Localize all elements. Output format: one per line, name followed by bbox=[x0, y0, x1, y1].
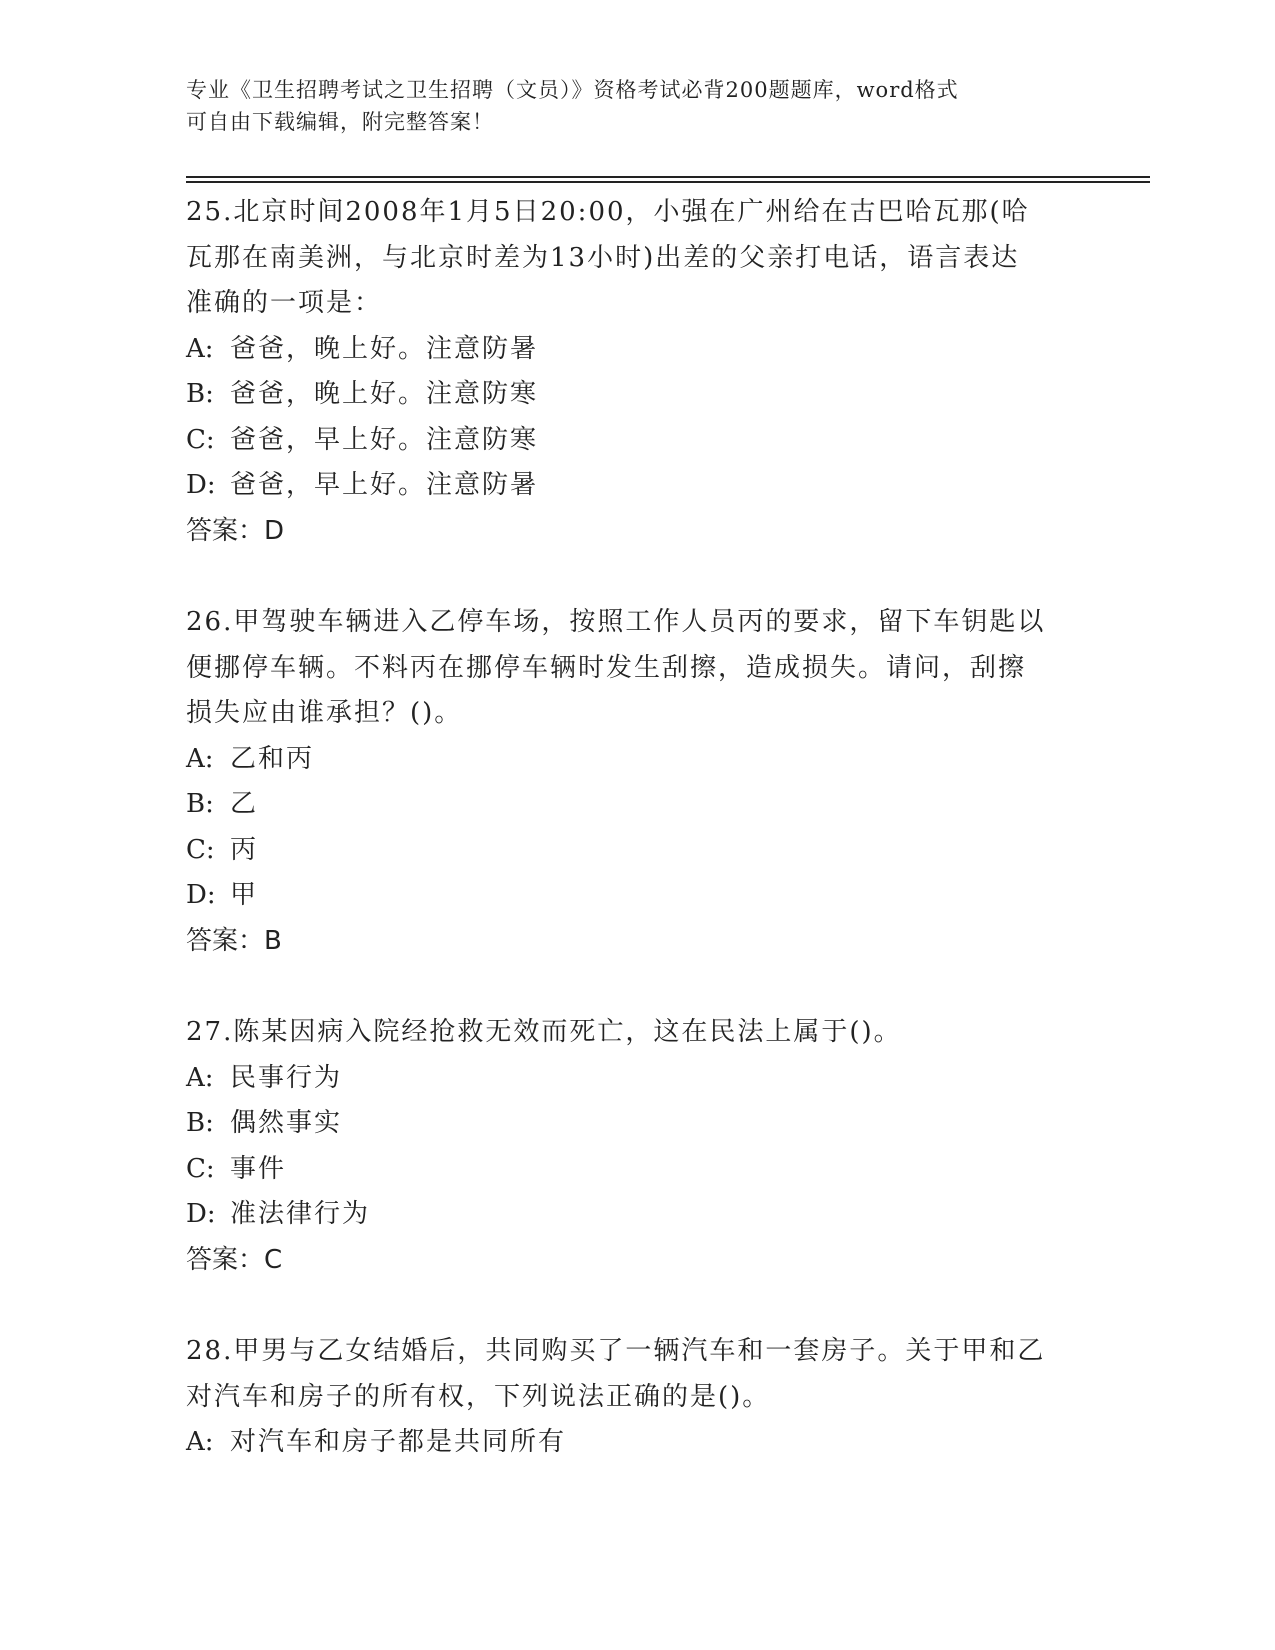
option-text: 丙 bbox=[230, 834, 259, 865]
option-c bbox=[186, 828, 1086, 874]
header-line: 可自由下载编辑，附完整答案！ bbox=[186, 110, 494, 134]
question-spacer bbox=[186, 964, 1086, 1010]
option-c bbox=[186, 1147, 1086, 1193]
question-list bbox=[186, 190, 1086, 1466]
option-label: B: bbox=[186, 789, 214, 819]
option-label: C: bbox=[186, 1153, 215, 1184]
option-text: 甲 bbox=[230, 880, 259, 910]
option-label: A: bbox=[186, 333, 214, 364]
document-header bbox=[186, 74, 1066, 138]
option-c bbox=[186, 418, 1086, 464]
option-d bbox=[186, 873, 1086, 919]
question-stem-line: 对汽车和房子的所有权，下列说法正确的是()。 bbox=[186, 1381, 771, 1412]
option-label: B: bbox=[186, 1108, 214, 1138]
option-label: D: bbox=[186, 1199, 216, 1229]
option-label: C: bbox=[186, 834, 215, 865]
option-text: 爸爸，晚上好。注意防寒 bbox=[230, 379, 539, 409]
question-stem-line: 准确的一项是： bbox=[186, 288, 383, 318]
option-label: D: bbox=[186, 880, 216, 910]
option-a bbox=[186, 1056, 1086, 1102]
option-text: 对汽车和房子都是共同所有 bbox=[230, 1427, 567, 1457]
option-text: 准法律行为 bbox=[230, 1199, 371, 1229]
option-label: A: bbox=[186, 743, 214, 774]
header-line: 专业《卫生招聘考试之卫生招聘（文员）》资格考试必背200题题库，word格式 bbox=[186, 78, 959, 102]
option-a bbox=[186, 327, 1086, 373]
question-spacer bbox=[186, 1283, 1086, 1329]
question-spacer bbox=[186, 554, 1086, 600]
option-d bbox=[186, 1192, 1086, 1238]
option-text: 乙 bbox=[230, 789, 259, 819]
option-d bbox=[186, 463, 1086, 509]
question-stem-line: 26.甲驾驶车辆进入乙停车场，按照工作人员丙的要求，留下车钥匙以 bbox=[186, 607, 1046, 637]
header-divider-bottom bbox=[186, 181, 1150, 183]
option-a bbox=[186, 1420, 1086, 1466]
question-26 bbox=[186, 600, 1086, 964]
question-stem-line: 损失应由谁承担？()。 bbox=[186, 698, 463, 728]
answer-line: 答案：C bbox=[186, 1244, 283, 1275]
question-stem-line: 25.北京时间2008年1月5日20:00，小强在广州给在古巴哈瓦那(哈 bbox=[186, 197, 1030, 227]
option-a bbox=[186, 737, 1086, 783]
option-b bbox=[186, 372, 1086, 418]
question-stem-line: 瓦那在南美洲，与北京时差为13小时)出差的父亲打电话，语言表达 bbox=[186, 242, 1020, 273]
question-25 bbox=[186, 190, 1086, 554]
question-28 bbox=[186, 1329, 1086, 1466]
option-label: D: bbox=[186, 470, 216, 500]
option-text: 乙和丙 bbox=[230, 743, 315, 774]
option-text: 偶然事实 bbox=[230, 1108, 343, 1138]
option-text: 爸爸，晚上好。注意防暑 bbox=[230, 333, 539, 364]
option-text: 事件 bbox=[230, 1153, 287, 1184]
option-text: 民事行为 bbox=[230, 1062, 343, 1093]
answer-line: 答案：B bbox=[186, 925, 282, 956]
question-stem-line: 便挪停车辆。不料丙在挪停车辆时发生刮擦，造成损失。请问，刮擦 bbox=[186, 652, 1027, 683]
question-27 bbox=[186, 1010, 1086, 1283]
option-b bbox=[186, 1101, 1086, 1147]
option-text: 爸爸，早上好。注意防寒 bbox=[230, 424, 539, 455]
option-b bbox=[186, 782, 1086, 828]
answer-line: 答案：D bbox=[186, 515, 285, 546]
question-stem-line: 28.甲男与乙女结婚后，共同购买了一辆汽车和一套房子。关于甲和乙 bbox=[186, 1336, 1046, 1366]
option-label: A: bbox=[186, 1062, 214, 1093]
option-label: B: bbox=[186, 379, 214, 409]
header-divider-top bbox=[186, 176, 1150, 178]
option-text: 爸爸，早上好。注意防暑 bbox=[230, 470, 539, 500]
option-label: A: bbox=[186, 1427, 214, 1457]
question-stem-line: 27.陈某因病入院经抢救无效而死亡，这在民法上属于()。 bbox=[186, 1017, 902, 1047]
option-label: C: bbox=[186, 424, 215, 455]
